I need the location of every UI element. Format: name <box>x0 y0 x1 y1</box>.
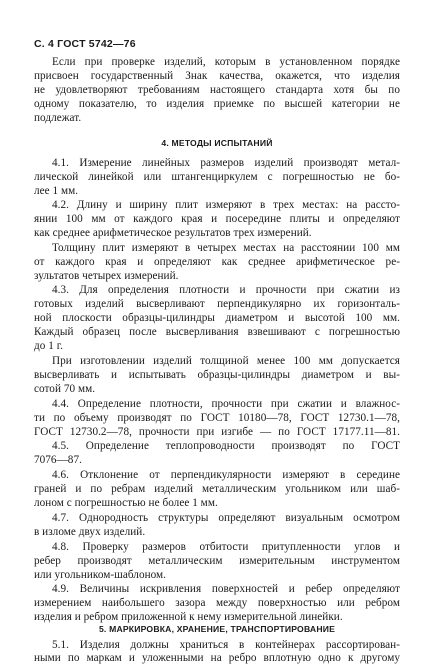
text-line: 4.4. Определение плотности, прочности при сжатии и влажнос- <box>52 398 400 410</box>
text-line: При изготовлении изделий толщиной менее 100 мм допускается <box>52 355 400 367</box>
text-line: лее 1 мм. <box>34 185 79 197</box>
text-line: готовых изделий высверливают перпендикулярно их горизонталь- <box>34 298 400 310</box>
text-line: ными по маркам и уложенными на ребро вплотную одно к другому <box>34 652 400 664</box>
intro-line: присвоен государственный Знак качества, окажется, что изделия <box>34 70 400 82</box>
section-5-title: 5. МАРКИРОВКА, ХРАНЕНИЕ, ТРАНСПОРТИРОВАНИЕ <box>98 624 336 634</box>
text-line: высверливать и испытывать образцы-цилиндры диаметром и вы- <box>34 369 400 381</box>
text-line: 4.8. Проверку размеров отбитости притупленности углов и <box>52 541 400 553</box>
text-line: 4.1. Измерение линейных размеров изделий производят метал- <box>52 157 400 169</box>
text-line: 4.7. Однородность структуры определяют визуальным осмотром <box>52 512 400 524</box>
text-line: 4.3. Для определения плотности и прочности при сжатии из <box>52 284 400 296</box>
text-line: 4.9. Величины искривления поверхностей и ребер определяют <box>52 583 400 595</box>
text-line: до 1 г. <box>34 340 63 352</box>
text-line: ребер производят металлическим измерительным инструментом <box>34 555 400 567</box>
text-line: как среднее арифметическое результатов трех измерений. <box>34 227 312 239</box>
text-line: зультатов четырех измерений. <box>34 270 179 282</box>
text-line: 4.5. Определение теплопроводности производят по ГОСТ <box>52 440 400 452</box>
text-line: от каждого края и определяют как среднее арифметическое ре- <box>34 256 400 268</box>
text-line: лической линейкой или штангенциркулем с погрешностью не бо- <box>34 171 400 183</box>
text-line: или угольником-шаблоном. <box>34 569 167 581</box>
text-line: в изломе двух изделий. <box>34 526 146 538</box>
text-line: ной плоскости образцы-цилиндры диаметром и высотой 100 мм. <box>34 312 400 324</box>
text-line: ти по объему производят по ГОСТ 10180—78, ГОСТ 12730.1—78, <box>34 412 400 424</box>
text-line: ГОСТ 12730.2—78, прочности при изгибе — по ГОСТ 17177.11—81. <box>34 426 400 438</box>
text-line: изделия и ребром приложенной к нему измерительной линейки. <box>34 611 343 623</box>
section-4-title: 4. МЕТОДЫ ИСПЫТАНИЙ <box>161 138 273 148</box>
text-line: Толщину плит измеряют в четырех местах на расстоянии 100 мм <box>52 242 400 254</box>
intro-line: не удовлетворяют требованиям настоящего стандарта хотя бы по <box>34 84 400 96</box>
intro-line: Если при проверке изделий, которым в установленном порядке <box>52 56 400 68</box>
page-header: С. 4 ГОСТ 5742—76 <box>34 38 136 50</box>
text-line: 4.6. Отклонение от перпендикулярности измеряют в середине <box>52 469 400 481</box>
text-line: Каждый образец после высверливания взвешивают с погрешностью <box>34 326 400 338</box>
text-line: 5.1. Изделия должны храниться в контейнерах рассортирован- <box>52 639 400 651</box>
text-line: измерением наибольшего зазора между поверхностью или ребром <box>34 597 400 609</box>
text-line: янии 100 мм от каждого края и посередине плиты и определяют <box>34 213 400 225</box>
intro-line: одному показателю, то изделия приемке по высшей категории не <box>34 98 400 110</box>
text-line: граней и по ребрам изделий металлическим угольником или шаб- <box>34 483 400 495</box>
intro-line: подлежат. <box>34 112 82 124</box>
text-line: 4.2. Длину и ширину плит измеряют в трех местах: на рассто- <box>52 199 400 211</box>
text-line: лоном с погрешностью не более 1 мм. <box>34 497 218 509</box>
text-line: 7076—87. <box>34 454 82 466</box>
text-line: сотой 70 мм. <box>34 383 96 395</box>
